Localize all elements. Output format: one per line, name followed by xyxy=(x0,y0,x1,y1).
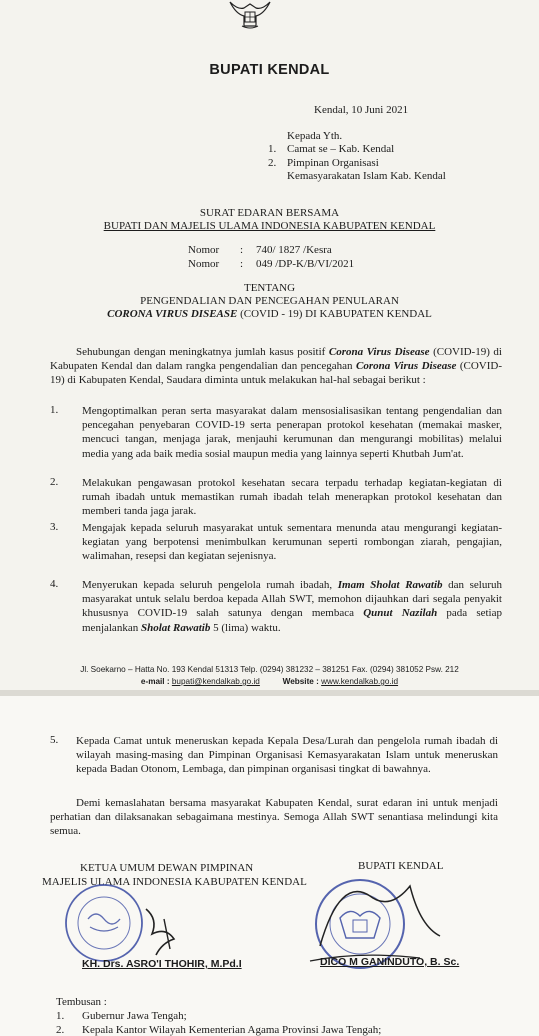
closing-paragraph: Demi kemaslahatan bersama masyarakat Kabupaten Kendal, surat edaran ini untuk menjadi perhatian dan dilaksanakan sebagaimana mestinya. Semoga Allah SWT senantiasa melindungi kita semua. xyxy=(50,797,498,838)
point-text: Kepada Camat untuk meneruskan kepada Kepala Desa/Lurah dan pengelola rumah ibadah di wilayah masing-masing dan Pimpinan Organisasi Kemasyarakatan Islam untuk meneruskan kepada Badan Otonom, Lembaga, dan pimpinan organisasi tingkat di bawahnya. xyxy=(76,735,498,776)
point-text: Mengajak kepada seluruh masyarakat untuk sementara menunda atau mengurangi kegiatan-kegiatan yang berpotensi menimbulkan kerumunan seperti rombongan ziarah, pengajian, walimahan, resepsi dan kegiatan sejenisnya. xyxy=(82,522,502,563)
recipient-item: Camat se – Kab. Kendal xyxy=(287,143,395,155)
cc-num: 2. xyxy=(56,1024,65,1036)
cc-item: Gubernur Jawa Tengah; xyxy=(82,1010,187,1022)
subject-disease: CORONA VIRUS DISEASE xyxy=(107,308,238,320)
letter-page-2 xyxy=(0,690,539,1036)
footer-email-link[interactable]: bupati@kendalkab.go.id xyxy=(171,677,260,686)
letterhead-title: BUPATI KENDAL xyxy=(209,62,330,78)
mui-stamp-icon xyxy=(58,879,186,967)
point-number: 4. xyxy=(50,578,59,590)
recipient-num: 1. xyxy=(268,143,277,155)
recipient-item: Pimpinan Organisasi xyxy=(287,157,379,169)
number-value: 740/ 1827 /Kesra xyxy=(256,244,332,256)
number-label: Nomor xyxy=(188,244,220,256)
recipient-intro: Kepada Yth. xyxy=(287,130,343,142)
number-value: 049 /DP-K/B/VI/2021 xyxy=(256,258,355,270)
letter-date: Kendal, 10 Juni 2021 xyxy=(314,104,409,116)
left-signer-title: KETUA UMUM DEWAN PIMPINAN xyxy=(80,862,254,874)
point-text: Mengoptimalkan peran serta masyarakat dalam mensosialisasikan tentang pengendalian dan pencegahan penyebaran COVID-19 serta penerapan protokol kesehatan (memakai masker, mencuci tangan, menjaga jarak, menjauhi kerumunan dan mengurangi mobilitas) melalui media yang ada baik media sosial maupun media yang lainnya seperti Khutbah Jum'at. xyxy=(82,405,502,460)
subject-heading: TENTANG xyxy=(243,282,296,294)
number-sep: : xyxy=(240,244,244,256)
subject-line: PENGENDALIAN DAN PENCEGAHAN PENULARAN xyxy=(140,295,399,307)
footer-contacts: e-mail : bupati@kendalkab.go.id Website : www.kendalkab.go.id xyxy=(140,677,399,686)
footer-website-link[interactable]: www.kendalkab.go.id xyxy=(321,677,399,686)
garuda-emblem-icon xyxy=(226,0,274,30)
left-signer-org: MAJELIS ULAMA INDONESIA KABUPATEN KENDAL xyxy=(42,876,307,888)
point-number: 2. xyxy=(50,476,59,488)
number-label: Nomor xyxy=(188,258,220,270)
right-signer-name: DICO M GANINDUTO, B. Sc. xyxy=(320,956,460,968)
cc-item: Kepala Kantor Wilayah Kementerian Agama Provinsi Jawa Tengah; xyxy=(82,1024,382,1036)
recipient-item: Kemasyarakatan Islam Kab. Kendal xyxy=(287,170,446,182)
point-text: Menyerukan kepada seluruh pengelola rumah ibadah, Imam Sholat Rawatib dan seluruh masyarakat untuk selalu berdoa kepada Allah SWT, memohon dijauhkan dari segala penyakit khususnya COVID-19 salah satunya dengan membaca Qunut Nazilah pada setiap menjalankan Sholat Rawatib 5 (lima) waktu. xyxy=(82,579,503,634)
point-number: 1. xyxy=(50,404,59,416)
cc-label: Tembusan : xyxy=(56,996,107,1008)
point-number: 3. xyxy=(50,521,59,533)
point-text: Melakukan pengawasan protokol kesehatan secara terpadu terhadap kegiatan-kegiatan di rumah ibadah untuk memastikan rumah ibadah telah menerapkan protokol kesehatan dan memberi tanda jaga jarak. xyxy=(82,477,502,518)
intro-paragraph: Sehubungan dengan meningkatnya jumlah kasus positif Corona Virus Disease (COVID-19) di Kabupaten Kendal dan dalam rangka pengendalian dan pencegahan Corona Virus Disease (COVID-19) di Kabupaten Kendal, Saudara diminta untuk melakukan hal-hal sebagai berikut : xyxy=(50,346,502,387)
point-number: 5. xyxy=(50,734,59,746)
footer-address: Jl. Soekarno – Hatta No. 193 Kendal 51313 Telp. (0294) 381232 – 381251 Fax. (0294) 381052 Psw. 212 xyxy=(80,665,459,674)
cc-num: 1. xyxy=(56,1010,65,1022)
right-signer-title: BUPATI KENDAL xyxy=(358,860,444,872)
subject-line: CORONA VIRUS DISEASE (COVID - 19) DI KABUPATEN KENDAL xyxy=(107,308,432,320)
number-sep: : xyxy=(240,258,244,270)
letter-type: SURAT EDARAN BERSAMA xyxy=(199,207,340,219)
left-signer-name: KH. Drs. ASRO'I THOHIR, M.Pd.I xyxy=(82,958,242,970)
recipient-num: 2. xyxy=(268,157,277,169)
letter-type-issuers: BUPATI DAN MAJELIS ULAMA INDONESIA KABUPATEN KENDAL xyxy=(103,220,436,232)
